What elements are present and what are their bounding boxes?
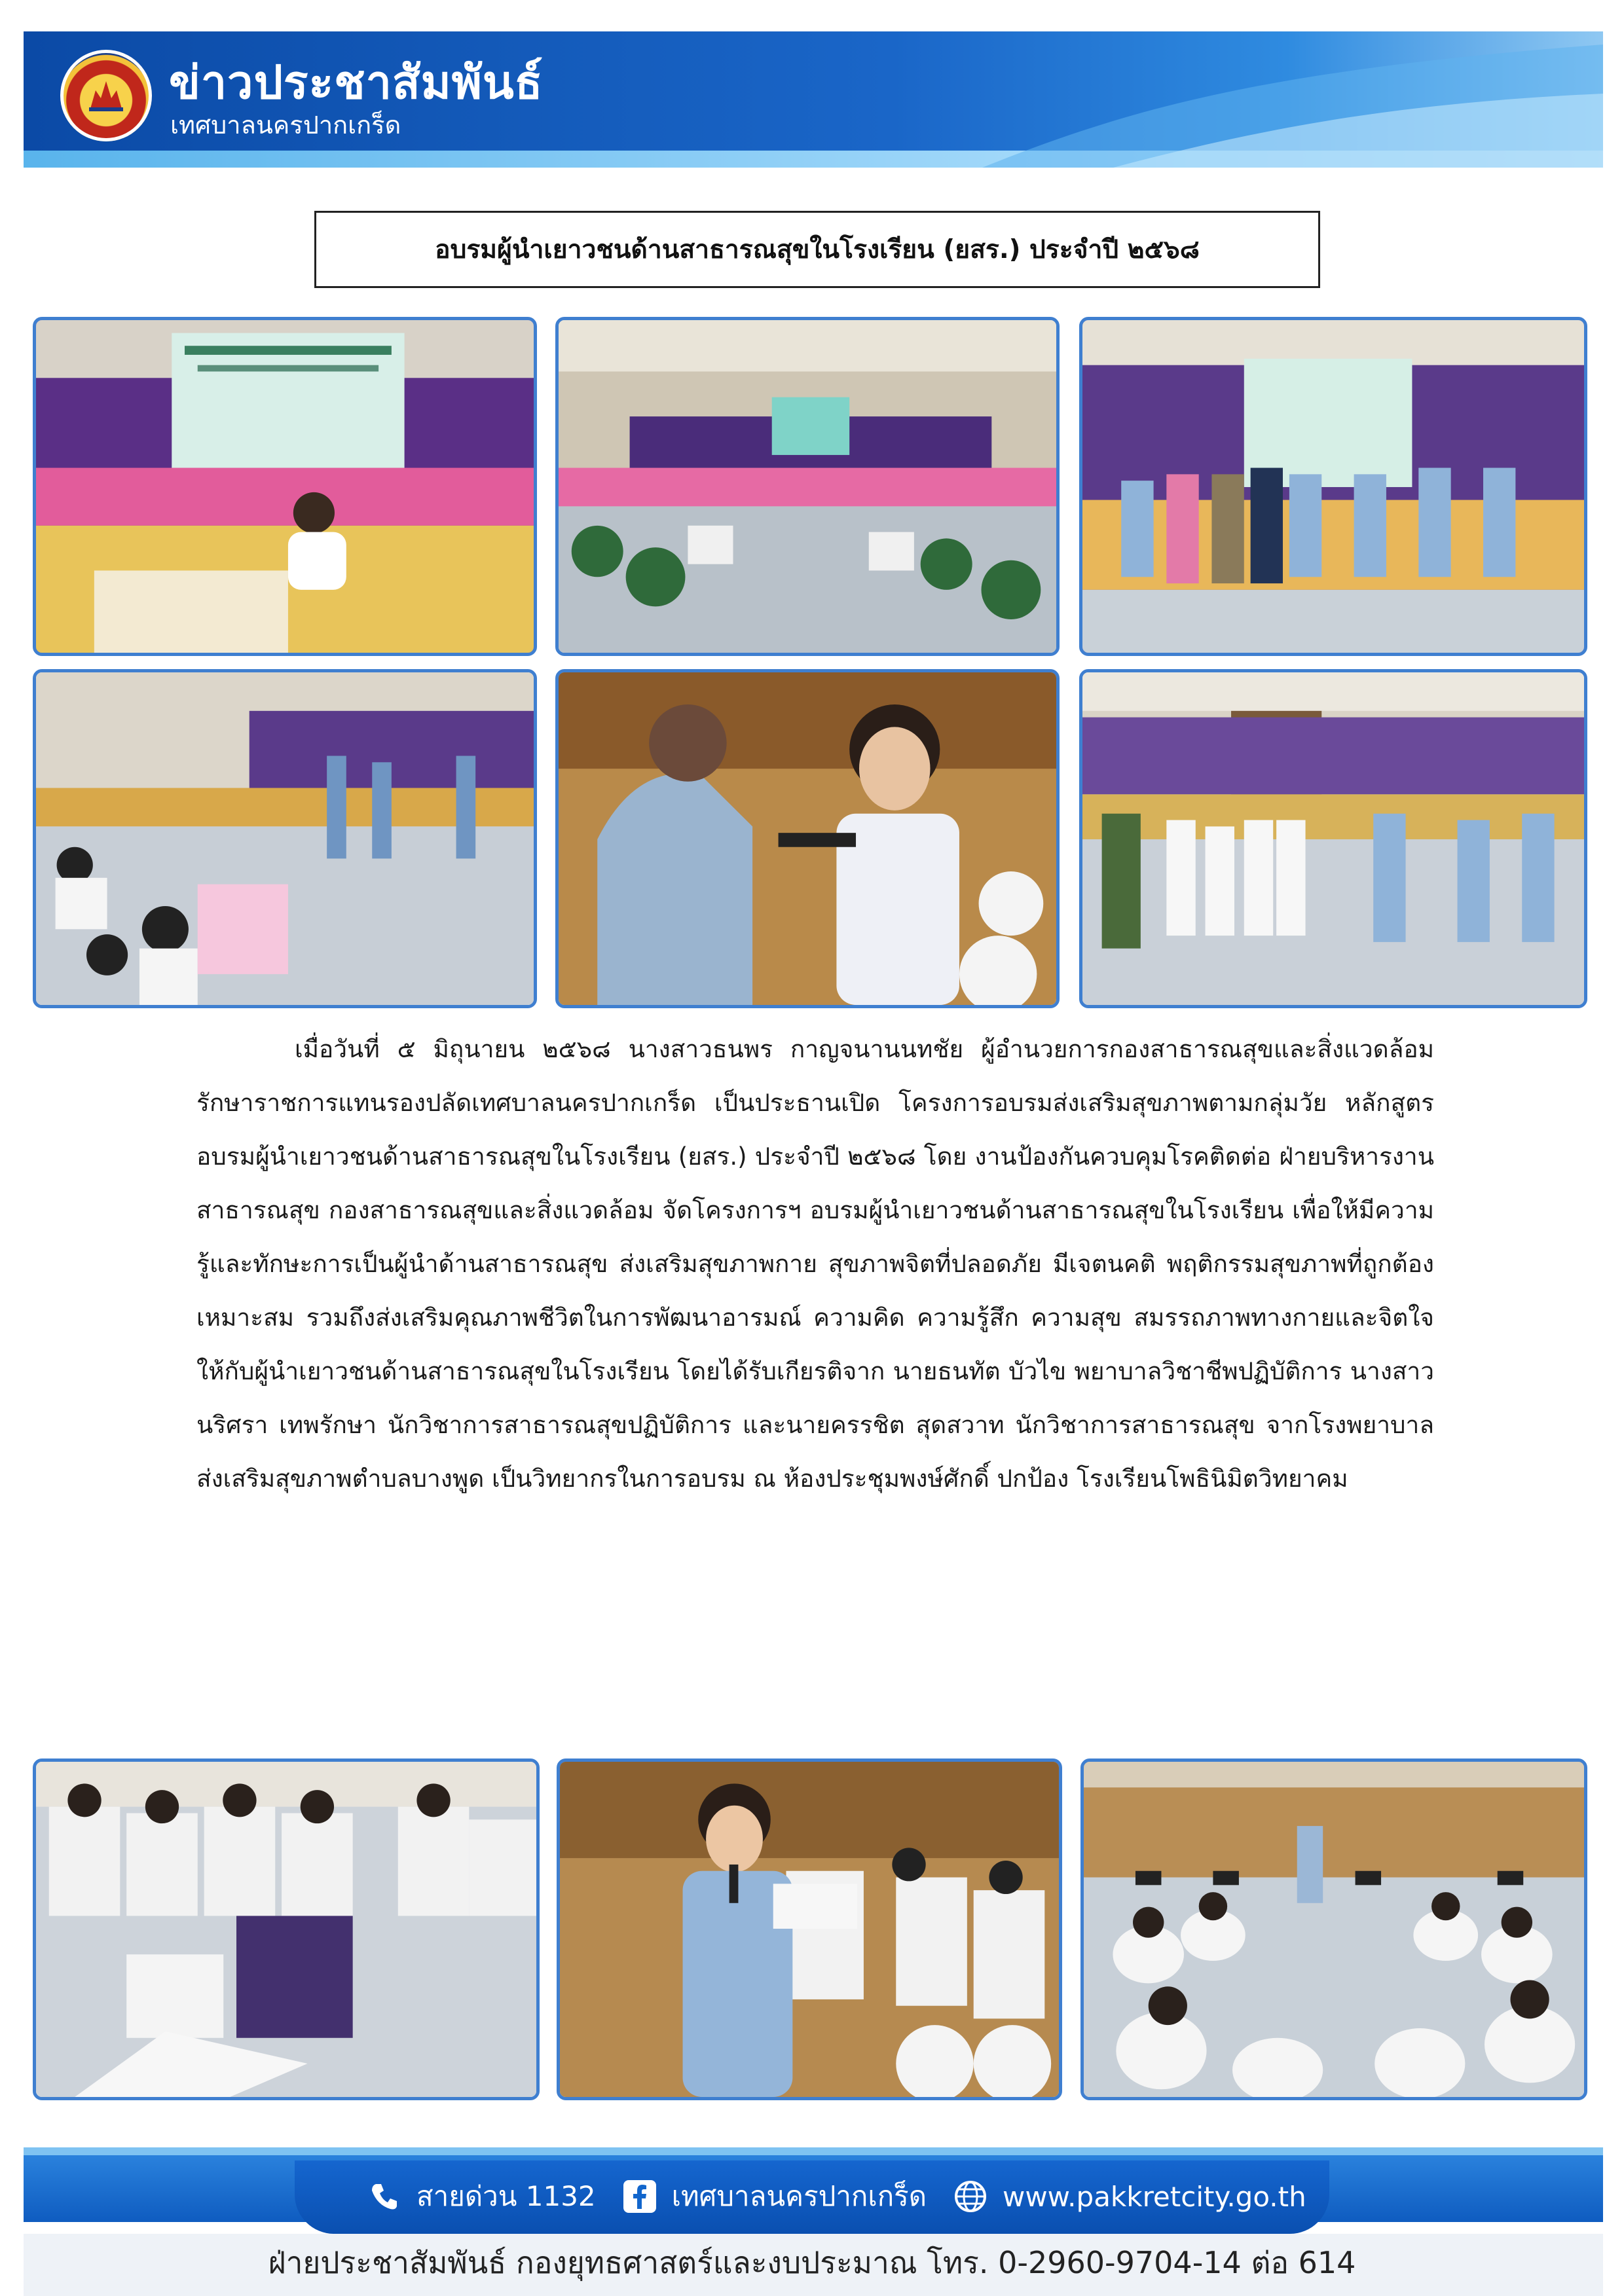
footer-contact-line: ฝ่ายประชาสัมพันธ์ กองยุทธศาสตร์และงบประมาณ โทร. 0-2960-9704-14 ต่อ 614 (268, 2245, 1356, 2280)
header-wave-decoration (982, 31, 1603, 168)
website-link[interactable]: www.pakkretcity.go.th (1002, 2180, 1306, 2213)
header-title: ข่าวประชาสัมพันธ์ (169, 56, 544, 109)
hotline-text: สายด่วน 1132 (416, 2180, 596, 2212)
facebook-page-link[interactable]: เทศบาลนครปากเกร็ด (671, 2180, 927, 2212)
footer-contact-row (367, 2167, 1306, 2226)
news-headline: อบรมผู้นำเยาวชนด้านสาธารณสุขในโรงเรียน (ยสร.) ประจำปี ๒๕๖๘ (314, 211, 1320, 288)
photo-group-presentation (1079, 669, 1587, 1008)
municipality-logo (60, 50, 152, 141)
photo-students-circle (1080, 1758, 1587, 2100)
news-body (196, 1023, 1434, 1506)
photo-opening-speaker (33, 317, 537, 656)
facebook-icon[interactable] (622, 2179, 657, 2214)
globe-icon (953, 2179, 988, 2214)
phone-icon (367, 2179, 402, 2214)
photo-group-stage (1079, 317, 1587, 656)
photo-interview-microphone (555, 669, 1060, 1008)
photo-speaker-with-students (557, 1758, 1062, 2100)
news-paragraph: เมื่อวันที่ ๕ มิถุนายน ๒๕๖๘ นางสาวธนพร กาญจนานนทชัย ผู้อำนวยการกองสาธารณสุขและสิ่งแวดล้อม รักษาราชการแทนรองปลัดเทศบาลนครปากเกร็ด เป็นประธานเปิด โครงการอบรมส่งเสริมสุขภาพตามกลุ่มวัย หลักสูตรอบรมผู้นำเยาวชนด้านสาธารณสุขในโรงเรียน (ยสร.) ประจำปี ๒๕๖๘ โดย งานป้องกันควบคุมโรคติดต่อ ฝ่ายบริหารงานสาธารณสุข กองสาธารณสุขและสิ่งแวดล้อม จัดโครงการฯ อบรมผู้นำเยาวชนด้านสาธารณสุขในโรงเรียน เพื่อให้มีความรู้และทักษะการเป็นผู้นำด้านสาธารณสุข ส่งเสริมสุขภาพกาย สุขภาพจิตที่ปลอดภัย มีเจตนคติ พฤติกรรมสุขภาพที่ถูกต้องเหมาะสม รวมถึงส่งเสริมคุณภาพชีวิตในการพัฒนาอารมณ์ ความคิด ความรู้สึก ความสุข สมรรถภาพทางกายและจิตใจให้กับผู้นำเยาวชนด้านสาธารณสุขในโรงเรียน โดยได้รับเกียรติจาก นายธนทัต บัวไข พยาบาลวิชาชีพปฏิบัติการ นางสาวนริศรา เทพรักษา นักวิชาการสาธารณสุขปฏิบัติการ และนายครรชิต สุดสวาท นักวิชาการสาธารณสุข จากโรงพยาบาลส่งเสริมสุขภาพตำบลบางพูด เป็นวิทยากรในการอบรม ณ ห้องประชุมพงษ์ศักดิ์ ปกป้อง โรงเรียนโพธินิมิตวิทยาคม (196, 1035, 1434, 1493)
header-subtitle: เทศบาลนครปากเกร็ด (170, 111, 401, 139)
photo-hall-audience (555, 317, 1060, 656)
photo-students-seated (33, 669, 537, 1008)
photo-students-floor-activity (33, 1758, 540, 2100)
